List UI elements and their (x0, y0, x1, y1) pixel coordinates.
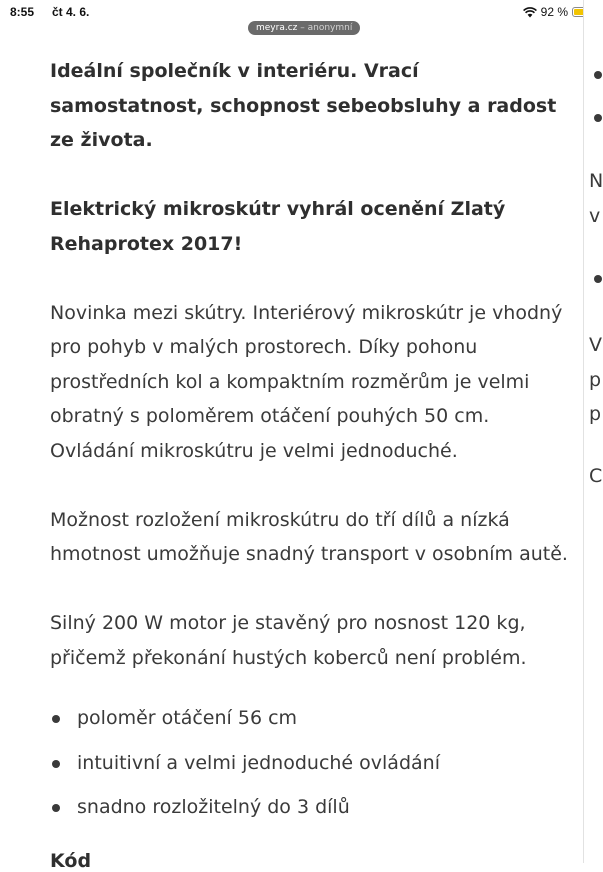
list-item: intuitivní a velmi jednoduché ovládání (50, 741, 570, 786)
side-text-fragment: N (589, 170, 603, 192)
side-text-fragment: C (589, 465, 603, 487)
wifi-icon (523, 7, 537, 18)
headline-award: Elektrický mikroskútr vyhrál ocenění Zlatý Rehaprotex 2017! (50, 198, 506, 255)
adjacent-page-edge[interactable] (583, 0, 601, 863)
headline-intro: Ideální společník v interiéru. Vrací samostatnost, schopnost sebeobsluhy a radost ze života. (50, 60, 557, 151)
paragraph-transport: Možnost rozložení mikroskútru do tří dílů a nízká hmotnost umožňuje snadný transport v osobním autě. (50, 508, 568, 565)
article-content (50, 54, 570, 830)
list-item: poloměr otáčení 56 cm (50, 696, 570, 741)
side-text-fragment: p (589, 369, 602, 391)
bullet-dot (594, 71, 602, 79)
feature-list (50, 696, 570, 830)
list-item: snadno rozložitelný do 3 dílů (50, 785, 570, 830)
side-text-fragment: p (589, 403, 602, 425)
side-text-fragment: v (589, 205, 601, 227)
status-date: čt 4. 6. (52, 5, 90, 19)
url-mode: – anonymní (297, 23, 353, 33)
paragraph-motor: Silný 200 W motor je stavěný pro nosnost 120 kg, přičemž překonání hustých koberců není problém. (50, 612, 527, 669)
status-indicators (523, 4, 592, 20)
battery-percent: 92 % (540, 5, 568, 19)
url-pill[interactable] (248, 21, 360, 35)
paragraph-novelty: Novinka mezi skútry. Interiérový mikroskútr je vhodný pro pohyb v malých prostorech. Díky pohonu prostředních kol a kompaktním rozměrům je velmi obratný s poloměrem otáčení pouhých 50 cm. Ovládání mikroskútru je velmi jednoduché. (50, 301, 563, 462)
side-text-fragment: V (589, 334, 602, 356)
bullet-dot (594, 275, 602, 283)
url-domain: meyra.cz (256, 23, 298, 33)
section-heading-code: Kód (50, 850, 92, 872)
status-time: 8:55 (10, 5, 35, 19)
bullet-dot (594, 114, 602, 122)
